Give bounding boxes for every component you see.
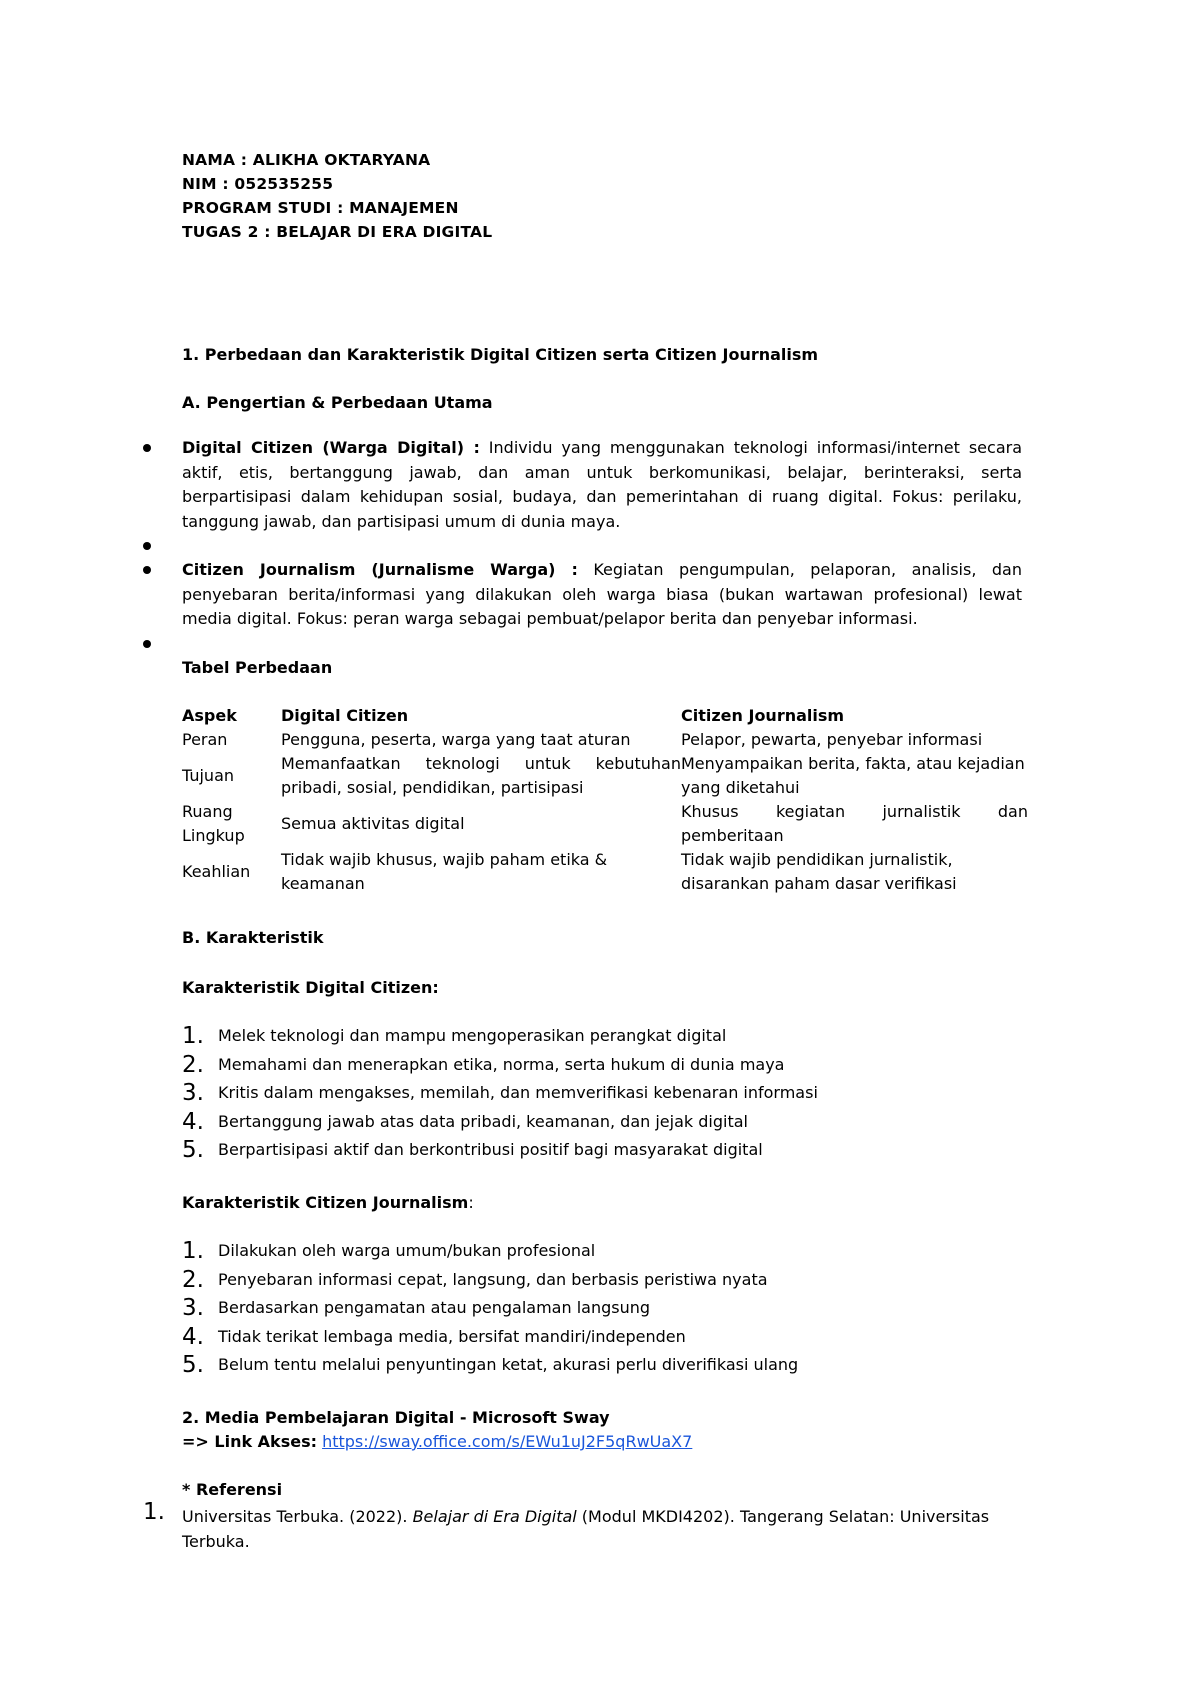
list-item-text: Kritis dalam mengakses, memilah, dan memverifikasi kebenaran informasi — [218, 1083, 818, 1102]
subsection-b-title: B. Karakteristik — [182, 928, 324, 947]
reference-number: 1. — [143, 1499, 165, 1525]
list-number: 3. — [182, 1080, 204, 1106]
list-item-text: Berpartisipasi aktif dan berkontribusi positif bagi masyarakat digital — [218, 1140, 763, 1159]
list-number: 5. — [182, 1352, 204, 1378]
link-label: => Link Akses: — [182, 1432, 317, 1451]
list-number: 4. — [182, 1108, 204, 1135]
list-item-text: Belum tentu melalui penyuntingan ketat, akurasi perlu diverifikasi ulang — [218, 1355, 799, 1374]
list-item — [182, 1136, 818, 1165]
citizen-journalism-definition — [182, 558, 1022, 632]
list-item — [182, 1022, 818, 1051]
list-item — [182, 1079, 818, 1108]
table-header-cell: Citizen Journalism — [681, 705, 845, 725]
citizen-journalism-characteristics-list — [182, 1237, 798, 1380]
citizen-journalism-text: Kegiatan pengumpulan, pelaporan, analisis, dan penyebaran berita/informasi yang dilakukan oleh warga biasa (bukan wartawan profesional) lewat media digital. Fokus: peran warga sebagai pembuat/pelapor berita dan penyebar informasi. — [182, 560, 1023, 628]
list-item-text: Memahami dan menerapkan etika, norma, serta hukum di dunia maya — [218, 1054, 785, 1074]
table-cell: Tidak wajib pendidikan jurnalistik, disarankan paham dasar verifikasi — [681, 850, 957, 893]
table-header-cell: Digital Citizen — [281, 705, 409, 725]
link-line — [182, 1432, 692, 1451]
citizen-journalism-characteristics-title: Karakteristik Citizen Journalism — [182, 1193, 469, 1212]
list-item-text: Melek teknologi dan mampu mengoperasikan perangkat digital — [218, 1026, 727, 1045]
table-row — [182, 800, 1028, 848]
reference-author: Universitas Terbuka. (2022). — [182, 1507, 413, 1526]
table-cell: Khusus kegiatan jurnalistik dan pemberitaan — [681, 802, 1028, 845]
table-cell: Peran — [182, 730, 228, 749]
reference-work-title: Belajar di Era Digital — [412, 1507, 577, 1526]
list-item-text: Tidak terikat lembaga media, bersifat mandiri/independen — [218, 1326, 686, 1346]
table-cell: Tujuan — [182, 766, 235, 785]
reference-details: (Modul MKDI4202). Tangerang Selatan: Universitas Terbuka. — [182, 1507, 990, 1551]
list-item — [182, 1351, 798, 1380]
table-cell: Tidak wajib khusus, wajib paham etika & keamanan — [281, 850, 608, 893]
title-colon: : — [468, 1193, 474, 1212]
list-number: 4. — [182, 1323, 204, 1350]
references-title: * Referensi — [182, 1480, 283, 1499]
subsection-a-title: A. Pengertian & Perbedaan Utama — [182, 393, 493, 412]
empty-bullet-dot — [143, 640, 151, 648]
table-row — [182, 848, 1028, 896]
list-item-text: Dilakukan oleh warga umum/bukan profesional — [218, 1241, 596, 1260]
citizen-journalism-characteristics-title-line — [182, 1193, 474, 1212]
list-item — [182, 1266, 798, 1295]
digital-citizen-characteristics-list — [182, 1022, 818, 1165]
list-item-text: Bertanggung jawab atas data pribadi, keamanan, dan jejak digital — [218, 1111, 748, 1131]
table-header-cell: Aspek — [182, 705, 237, 725]
table-row — [182, 728, 1028, 752]
citizen-journalism-term: Citizen Journalism (Jurnalisme Warga) : — [182, 560, 578, 579]
student-name: NAMA : ALIKHA OKTARYANA — [182, 151, 431, 169]
digital-citizen-term: Digital Citizen (Warga Digital) : — [182, 438, 480, 457]
section-1-title: 1. Perbedaan dan Karakteristik Digital Citizen serta Citizen Journalism — [182, 345, 819, 364]
list-item — [182, 1294, 798, 1323]
assignment-title: TUGAS 2 : BELAJAR DI ERA DIGITAL — [182, 223, 493, 241]
bullet-dot — [143, 444, 151, 452]
digital-citizen-definition — [182, 436, 1022, 534]
table-cell: Pengguna, peserta, warga yang taat aturan — [281, 730, 631, 749]
list-number: 3. — [182, 1295, 204, 1321]
table-cell: Ruang Lingkup — [182, 802, 245, 845]
study-program: PROGRAM STUDI : MANAJEMEN — [182, 199, 459, 217]
reference-entry — [182, 1505, 1012, 1554]
table-cell: Pelapor, pewarta, penyebar informasi — [681, 730, 983, 749]
section-2-title: 2. Media Pembelajaran Digital - Microsoft Sway — [182, 1408, 610, 1427]
digital-citizen-characteristics-title: Karakteristik Digital Citizen: — [182, 978, 439, 997]
comparison-table — [182, 703, 1028, 896]
table-cell: Menyampaikan berita, fakta, atau kejadian yang diketahui — [681, 754, 1025, 797]
list-number: 2. — [182, 1266, 204, 1293]
list-item — [182, 1051, 818, 1080]
table-title: Tabel Perbedaan — [182, 658, 333, 677]
list-number: 5. — [182, 1137, 204, 1163]
table-row — [182, 752, 1028, 800]
empty-bullet-dot — [143, 542, 151, 550]
table-cell: Memanfaatkan teknologi untuk kebutuhan pribadi, sosial, pendidikan, partisipasi — [281, 754, 681, 797]
list-item — [182, 1323, 798, 1352]
list-number: 2. — [182, 1051, 204, 1078]
list-item-text: Berdasarkan pengamatan atau pengalaman langsung — [218, 1298, 651, 1317]
student-nim: NIM : 052535255 — [182, 175, 334, 193]
digital-citizen-text: Individu yang menggunakan teknologi informasi/internet secara aktif, etis, bertanggung jawab, dan aman untuk berkomunikasi, belajar, berinteraksi, serta berpartisipasi dalam kehidupan sosial, budaya, dan pemerintahan di ruang digital. Fokus: perilaku, tanggung jawab, dan partisipasi umum di dunia maya. — [182, 438, 1023, 531]
sway-link[interactable]: https://sway.office.com/s/EWu1uJ2F5qRwUaX7 — [322, 1432, 693, 1451]
table-header-row — [182, 703, 1028, 728]
bullet-dot — [143, 566, 151, 574]
table-cell: Semua aktivitas digital — [281, 814, 465, 833]
list-item — [182, 1108, 818, 1137]
list-number: 1. — [182, 1238, 204, 1264]
list-number: 1. — [182, 1023, 204, 1049]
list-item-text: Penyebaran informasi cepat, langsung, dan berbasis peristiwa nyata — [218, 1269, 768, 1289]
list-item — [182, 1237, 798, 1266]
table-cell: Keahlian — [182, 862, 251, 881]
